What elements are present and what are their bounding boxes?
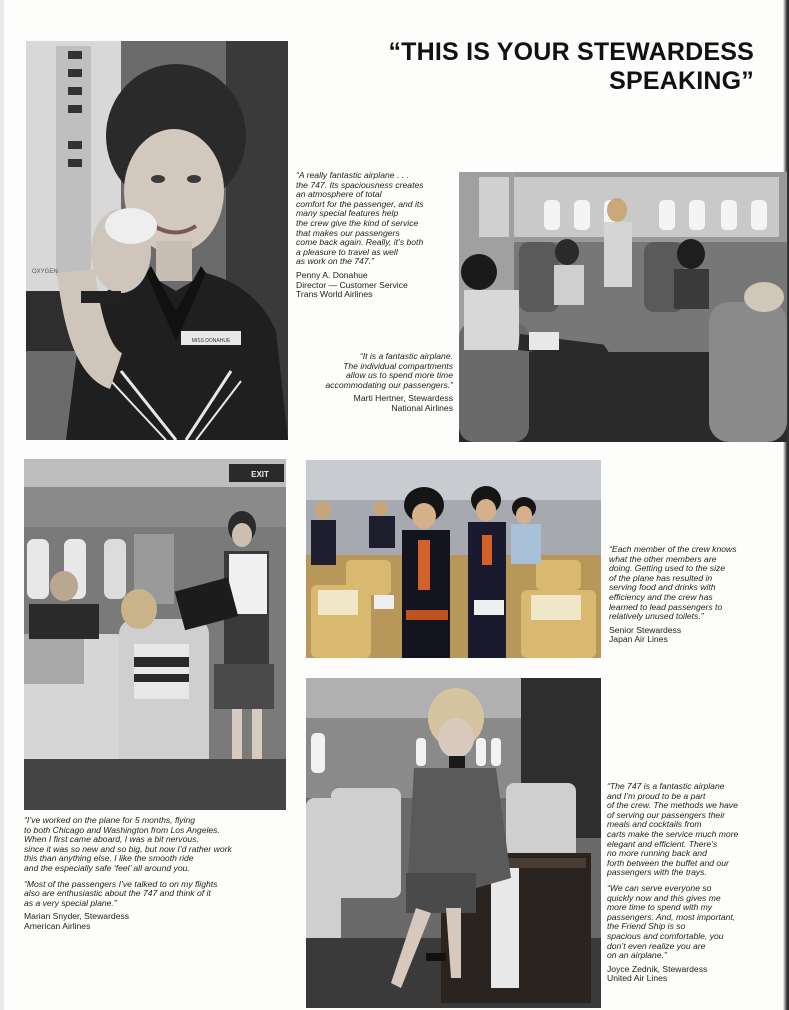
quote-zednik-text: “The 747 is a fantastic airplane and I’m proud to be a part of the crew. The methods we have of serving our passengers their meals and cocktails from carts make the service much more elegant and efficient. There’s no more running back and forth between the buffet and our passengers with the trays.: [607, 781, 739, 878]
page-title: “THIS IS YOUR STEWARDESS SPEAKING”: [388, 38, 754, 95]
photo-japan-crew: [306, 460, 601, 658]
quote-snyder-text: “I’ve worked on the plane for 5 months, flying to both Chicago and Washington from Los Angeles. When I first came aboard, I was a bit nervous, since it was so new and so big, but now I’d rather work this than anything else. I like the smooth ride and the especially safe ‘feel’ all around you.: [24, 815, 232, 873]
photo-stewardess-cart: [306, 678, 601, 1008]
photo-stewardess-folder: [24, 459, 286, 810]
quote-japan-text: “Each member of the crew knows what the other members are doing. Getting used to the size of the plane has resulted in serving food and drinks with efficiency and the crew has learned to lead passengers to relatively unused toilets.”: [609, 544, 737, 622]
quote-zednik: [607, 782, 785, 984]
exit-sign-text: EXIT: [251, 470, 269, 479]
svg-text:OXYGEN: OXYGEN: [32, 269, 58, 275]
photo-cabin-lounge: [459, 172, 787, 442]
quote-snyder: [24, 816, 294, 932]
name-badge-text: MISS DONAHUE: [191, 338, 231, 344]
photo-stewardess-phone: [26, 41, 288, 440]
quote-japan-attribution: Senior Stewardess Japan Air Lines: [609, 624, 682, 645]
quote-japan: [609, 545, 784, 645]
page-left-edge: [0, 0, 4, 1010]
quote-hertner-attribution: Marti Hertner, Stewardess National Airlines: [353, 393, 453, 413]
quote-snyder-attribution: Marian Snyder, Stewardess American Airlines: [24, 911, 130, 931]
quote-donahue: [296, 171, 446, 300]
quote-donahue-attribution: Penny A. Donahue Director — Customer Service Trans World Airlines: [296, 269, 408, 300]
quote-hertner: [296, 352, 453, 414]
quote-hertner-text: “It is a fantastic airplane. The individual compartments allow us to spend more time accommodating our passengers.”: [325, 351, 453, 390]
quote-zednik-text-2: “We can serve everyone so quickly now and this gives me more time to spend with my passengers. And, most important, the Friend Ship is so spacious and comfortable, you don’t even realize you are on an airplane.”: [607, 882, 736, 961]
quote-zednik-attribution: Joyce Zednik, Stewardess United Air Lines: [607, 963, 708, 984]
quote-donahue-text: “A really fantastic airplane . . . the 747. Its spaciousness creates an atmosphere of total comfort for the passenger, and its many special features help the crew give the kind of service that makes our passengers come back again. Really, it’s both a pleasure to travel as well as work on the 747.”: [296, 170, 424, 267]
quote-snyder-text-2: “Most of the passengers I’ve talked to on my flights also are enthusiastic about the 747 and think of it as a very special plane.”: [24, 878, 218, 908]
